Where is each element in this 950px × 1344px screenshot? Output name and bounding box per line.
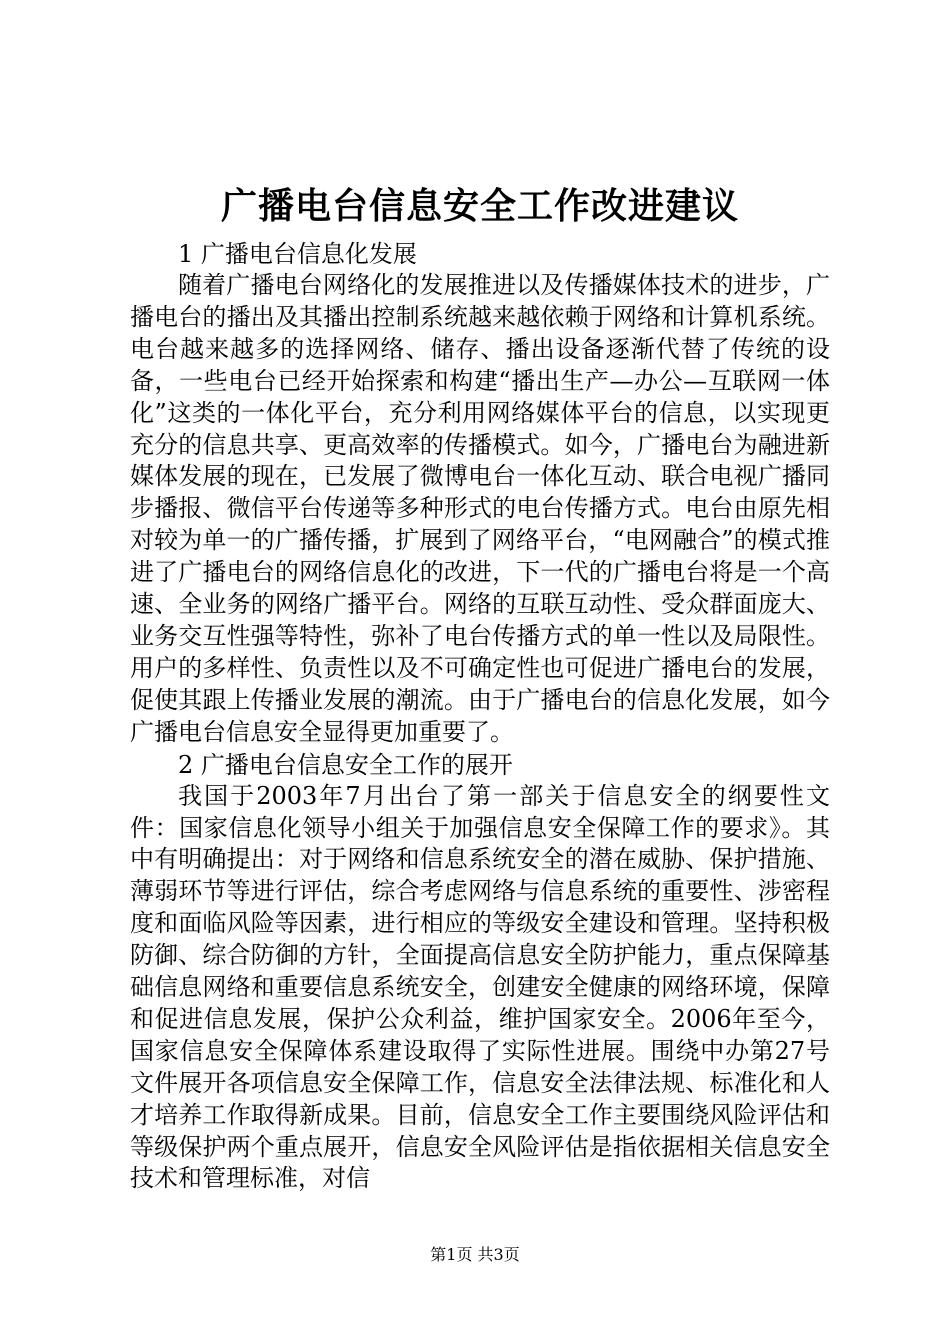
section-heading-2: 2 广播电台信息安全工作的展开	[178, 750, 513, 779]
document-page	[130, 0, 830, 1344]
section-paragraph-2: 我国于2003年7月出台了第一部关于信息安全的纲要性文件：国家信息化领导小组关于加强信息安全保障工作的要求》。其中有明确提出：对于网络和信息系统安全的潜在威胁、保护措施、薄弱环节等进行评估，综合考虑网络与信息系统的重要性、涉密程度和面临风险等因素，进行相应的等级安全建设和管理。坚持积极防御、综合防御的方针，全面提高信息安全防护能力，重点保障基础信息网络和重要信息系统安全，创建安全健康的网络环境，保障和促进信息发展，保护公众利益，维护国家安全。2006年至今，国家信息安全保障体系建设取得了实际性进展。围绕中办第27号文件展开各项信息安全保障工作，信息安全法律法规、标准化和人才培养工作取得新成果。目前，信息安全工作主要围绕风险评估和等级保护两个重点展开，信息安全风险评估是指依据相关信息安全技术和管理标准，对信	[130, 781, 830, 1193]
section-paragraph-1: 随着广播电台网络化的发展推进以及传播媒体技术的进步，广播电台的播出及其播出控制系统越来越依赖于网络和计算机系统。电台越来越多的选择网络、储存、播出设备逐渐代替了传统的设备，一些电台已经开始探索和构建“播出生产—办公—互联网一体化”这类的一体化平台，充分利用网络媒体平台的信息，以实现更充分的信息共享、更高效率的传播模式。如今，广播电台为融进新媒体发展的现在，已发展了微博电台一体化互动、联合电视广播同步播报、微信平台传递等多种形式的电台传播方式。电台由原先相对较为单一的广播传播，扩展到了网络平台，“电网融合”的模式推进了广播电台的网络信息化的改进，下一代的广播电台将是一个高速、全业务的网络广播平台。网络的互联互动性、受众群面庞大、业务交互性强等特性，弥补了电台传播方式的单一性以及局限性。用户的多样性、负责性以及不可确定性也可促进广播电台的发展，促使其跟上传播业发展的潮流。由于广播电台的信息化发展，如今广播电台信息安全显得更加重要了。	[130, 271, 830, 746]
page-indicator: 第1页 共3页	[430, 1245, 520, 1264]
page-footer	[0, 1244, 950, 1266]
document-title: 广播电台信息安全工作改进建议	[220, 185, 739, 227]
document-body	[130, 238, 830, 1195]
section-heading-1: 1 广播电台信息化发展	[178, 240, 417, 268]
